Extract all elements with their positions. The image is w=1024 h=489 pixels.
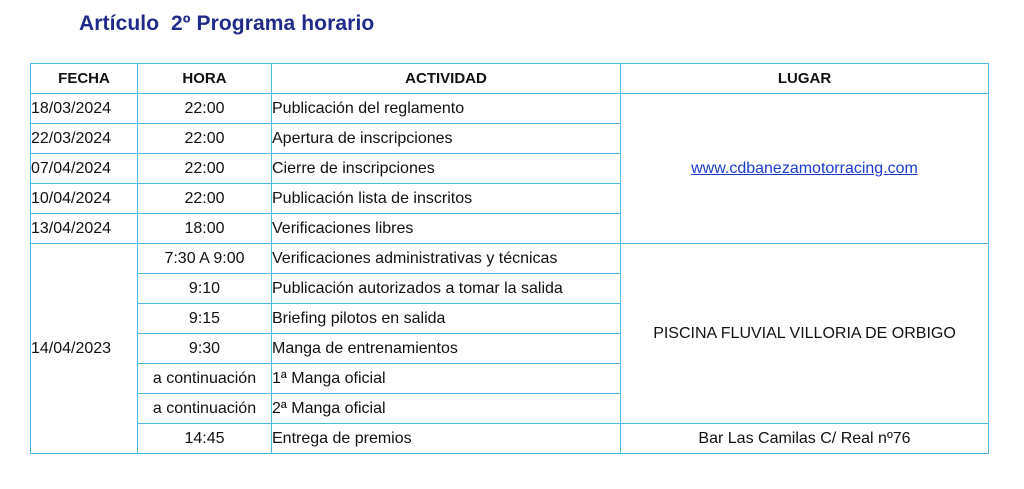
website-link[interactable]: www.cdbanezamotorracing.com xyxy=(691,160,918,177)
hora-cell: 22:00 xyxy=(138,94,272,124)
hora-cell: 22:00 xyxy=(138,154,272,184)
hora-cell: 18:00 xyxy=(138,214,272,244)
hora-cell: 14:45 xyxy=(138,424,272,454)
actividad-cell: Cierre de inscripciones xyxy=(272,154,621,184)
lugar-piscina-cell: PISCINA FLUVIAL VILLORIA DE ORBIGO xyxy=(621,244,989,424)
header-row xyxy=(31,64,989,94)
actividad-cell: 2ª Manga oficial xyxy=(272,394,621,424)
actividad-cell: Verificaciones administrativas y técnicas xyxy=(272,244,621,274)
hora-cell: 9:30 xyxy=(138,334,272,364)
table-row xyxy=(31,424,989,454)
fecha-cell: 18/03/2024 xyxy=(31,94,138,124)
actividad-cell: Briefing pilotos en salida xyxy=(272,304,621,334)
header-actividad: ACTIVIDAD xyxy=(272,64,621,94)
lugar-web-cell xyxy=(621,94,989,244)
actividad-cell: Publicación autorizados a tomar la salida xyxy=(272,274,621,304)
hora-cell: 22:00 xyxy=(138,184,272,214)
actividad-cell: 1ª Manga oficial xyxy=(272,364,621,394)
lugar-bar-cell: Bar Las Camilas C/ Real nº76 xyxy=(621,424,989,454)
fecha-cell: 13/04/2024 xyxy=(31,214,138,244)
hora-cell: a continuación xyxy=(138,364,272,394)
actividad-cell: Apertura de inscripciones xyxy=(272,124,621,154)
hora-cell: 9:10 xyxy=(138,274,272,304)
actividad-cell: Manga de entrenamientos xyxy=(272,334,621,364)
hora-cell: a continuación xyxy=(138,394,272,424)
header-hora: HORA xyxy=(138,64,272,94)
hora-cell: 7:30 A 9:00 xyxy=(138,244,272,274)
table-row xyxy=(31,94,989,124)
actividad-cell: Publicación del reglamento xyxy=(272,94,621,124)
fecha-cell: 07/04/2024 xyxy=(31,154,138,184)
hora-cell: 22:00 xyxy=(138,124,272,154)
actividad-cell: Entrega de premios xyxy=(272,424,621,454)
page-title: Artículo 2º Programa horario xyxy=(79,12,375,35)
header-lugar: LUGAR xyxy=(621,64,989,94)
hora-cell: 9:15 xyxy=(138,304,272,334)
actividad-cell: Publicación lista de inscritos xyxy=(272,184,621,214)
fecha-cell-merged: 14/04/2023 xyxy=(31,244,138,454)
table-row xyxy=(31,244,989,274)
schedule-table xyxy=(30,63,989,454)
fecha-cell: 10/04/2024 xyxy=(31,184,138,214)
header-fecha: FECHA xyxy=(31,64,138,94)
actividad-cell: Verificaciones libres xyxy=(272,214,621,244)
fecha-cell: 22/03/2024 xyxy=(31,124,138,154)
